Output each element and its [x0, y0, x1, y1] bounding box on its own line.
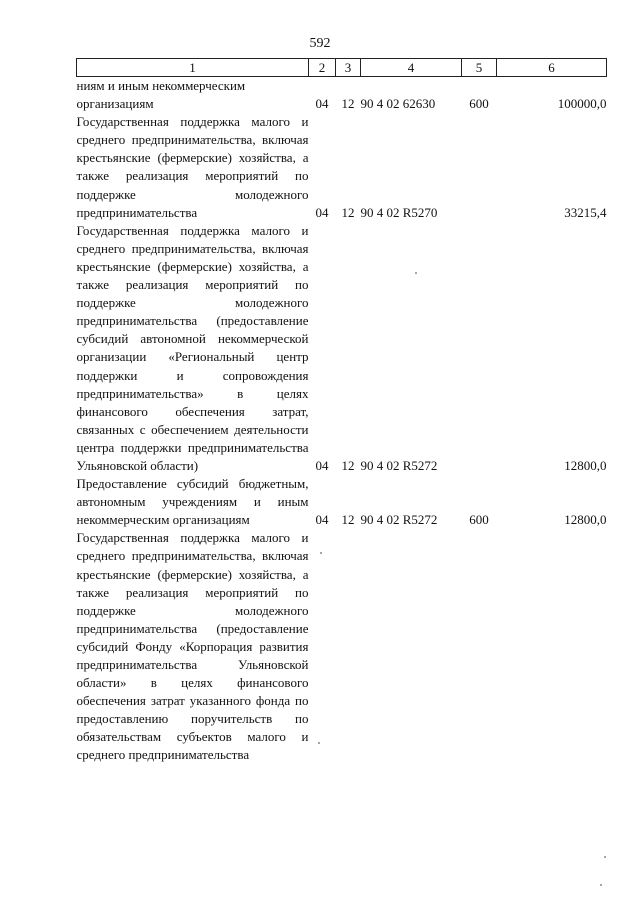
row-target-article: 90 4 02 R5272 [360, 512, 438, 528]
row-target-article: 90 4 02 R5270 [360, 204, 438, 220]
row-subsection: 12 [341, 96, 355, 112]
table-row [77, 529, 607, 764]
row-amount: 100000,0 [557, 96, 607, 112]
col-header-5: 5 [462, 59, 497, 77]
row-target-article: 90 4 02 R5272 [360, 457, 438, 473]
scan-speck [600, 884, 602, 886]
col-header-4: 4 [361, 59, 462, 77]
row-section: 04 [315, 512, 329, 528]
row-expense-type [462, 222, 497, 475]
row-subsection: 12 [341, 204, 355, 220]
scan-speck [604, 856, 606, 858]
row-description: ниям и иным некоммерческим организациям [76, 78, 246, 112]
row-expense-type [462, 529, 497, 764]
col-header-2: 2 [309, 59, 336, 77]
row-expense-type: 600 [469, 96, 489, 112]
row-description: Государственная поддержка малого и среднего предпринимательства, включая крестьянские (фермерские) хозяйства, а также реализация мероприятий по поддержке молодежного предпринимательства (предоставление субсидий Фонду «Корпорация развития предпринимательства Ульяновской области» в целях финансового обеспечения затрат указанного фонда по предоставлению поручительств по обязательствам субъектов малого и среднего предпринимательства [76, 530, 309, 763]
table-row [77, 222, 607, 475]
row-target-article [361, 529, 462, 764]
row-description: Предоставление субсидий бюджетным, автономным учреждениям и иным некоммерческим организациям [76, 476, 309, 528]
page-number: 592 [309, 36, 331, 51]
row-amount [497, 529, 607, 764]
row-target-article: 90 4 02 62630 [360, 96, 436, 112]
scan-speck [415, 272, 417, 274]
row-description: Государственная поддержка малого и среднего предпринимательства, включая крестьянские (фермерские) хозяйства, а также реализация мероприятий по поддержке молодежного предпринимательства [76, 114, 309, 220]
table-row [77, 77, 607, 114]
row-amount: 12800,0 [564, 512, 607, 528]
row-expense-type: 600 [469, 512, 489, 528]
row-amount: 33215,4 [564, 204, 607, 220]
table-row [77, 475, 607, 529]
row-expense-type [462, 113, 497, 222]
scan-speck [318, 742, 320, 744]
header-row [77, 59, 607, 77]
budget-table [76, 58, 607, 765]
row-amount: 12800,0 [564, 457, 607, 473]
col-header-3: 3 [336, 59, 361, 77]
row-subsection: 12 [341, 512, 355, 528]
row-subsection: 12 [341, 457, 355, 473]
row-description: Государственная поддержка малого и среднего предпринимательства, включая крестьянские (фермерские) хозяйства, а также реализация мероприятий по поддержке молодежного предпринимательства (предоставление субсидий автономной некоммерческой организации «Региональный центр поддержки и сопровождения предпринимательства» в целях финансового обеспечения затрат, связанных с обеспечением деятельности центра поддержки предпринимательства Ульяновской области) [76, 222, 309, 473]
col-header-1: 1 [77, 59, 309, 77]
row-subsection [336, 529, 361, 764]
row-section [309, 529, 336, 764]
row-section: 04 [315, 204, 329, 220]
scan-speck [320, 552, 322, 554]
table-row [77, 113, 607, 222]
row-section: 04 [315, 457, 329, 473]
col-header-6: 6 [497, 59, 607, 77]
row-section: 04 [315, 96, 329, 112]
